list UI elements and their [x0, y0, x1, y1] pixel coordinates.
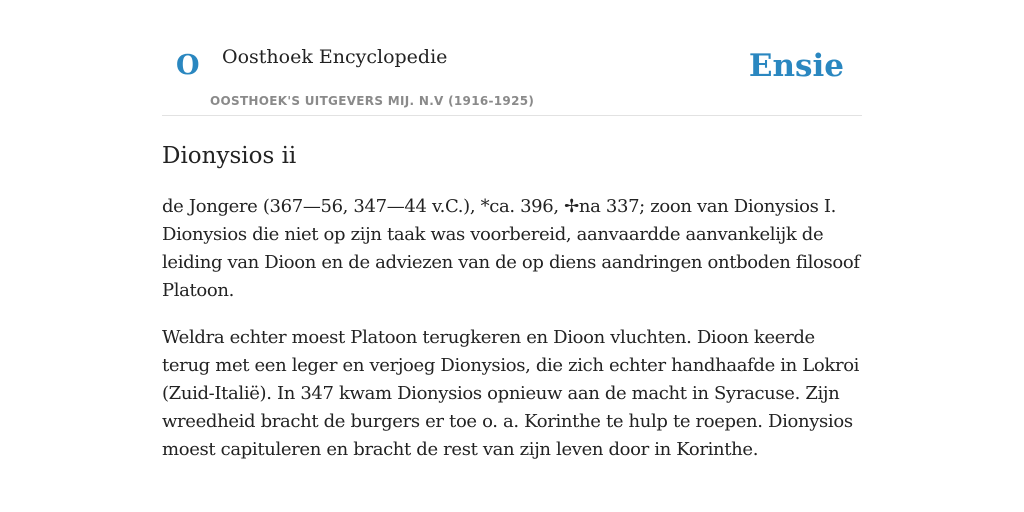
- site-title[interactable]: Oosthoek Encyclopedie: [222, 46, 448, 68]
- site-logo[interactable]: O: [176, 50, 200, 81]
- entry-body: [162, 193, 862, 464]
- site-header: [162, 0, 862, 116]
- entry-paragraph: de Jongere (367—56, 347—44 v.C.), *ca. 396, ✢na 337; zoon van Dionysios I. Dionysios die niet op zijn taak was voorbereid, aanvaardde aanvankelijk de leiding van Dioon en de adviezen van de op diens aandringen ontboden filosoof Platoon.: [162, 196, 860, 301]
- page-container: [162, 0, 862, 464]
- entry-title: Dionysios ii: [162, 143, 297, 169]
- entry-paragraph: Weldra echter moest Platoon terugkeren en Dioon vluchten. Dioon keerde terug met een leger en verjoeg Dionysios, die zich echter handhaafde in Lokroi (Zuid-Italië). In 347 kwam Dionysios opnieuw aan de macht in Syracuse. Zijn wreedheid bracht de burgers er toe o. a. Korinthe te hulp te roepen. Dionysios moest capituleren en bracht de rest van zijn leven door in Korinthe.: [162, 327, 860, 460]
- site-subtitle: OOSTHOEK'S UITGEVERS MIJ. N.V (1916-1925): [210, 94, 535, 108]
- ensie-brand-link[interactable]: Ensie: [748, 48, 844, 84]
